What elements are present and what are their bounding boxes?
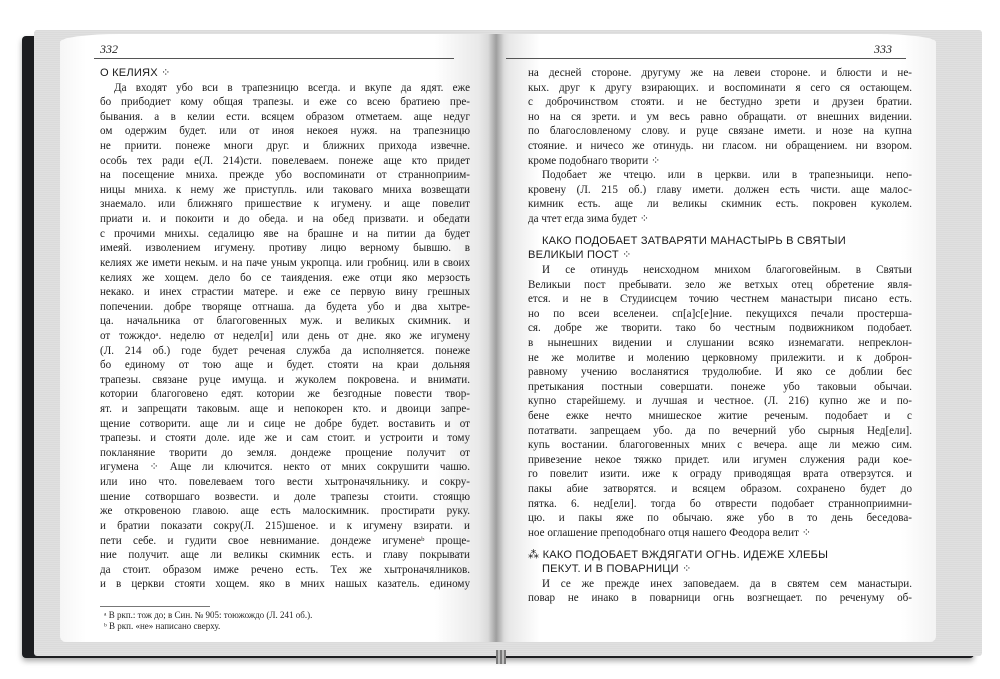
left-page xyxy=(60,34,496,642)
text-line: купно старейшему. и лучшая и честное. (Л. 216) купно же и по- xyxy=(528,395,912,408)
text-line: И се отинудь неисходном мнихом благоговейным. в Святыи xyxy=(542,263,912,276)
section-heading: ВЕЛИКЫИ ПОСТ ⁘ xyxy=(528,249,632,262)
text-line: щение сотворити. аще ли и сице не добре будет. воставить и от xyxy=(100,417,470,430)
text-line: келиях же хощем. дело бо се таиядения. еже отци яко мерзость xyxy=(100,271,470,284)
text-line: Подобает же чтецю. или в церкви. или в трапезныици. непо- xyxy=(542,169,912,182)
open-book xyxy=(22,30,990,662)
text-line: повар не инако в поварници огнь возгнещает. по реченуму об- xyxy=(528,592,912,605)
section-heading: ПЕКУТ. И В ПОВАРНИЦИ ⁘ xyxy=(542,563,692,576)
text-line: но на ся зрети. и ум весь равно обращати. от внешних видении. xyxy=(528,110,912,123)
text-line: го повелит изити. иже к ограду приводящая врата отверзутся. и xyxy=(528,468,912,481)
text-line: не же молитве и молению церковному прилежити. и к доброн- xyxy=(528,351,912,364)
book-gutter xyxy=(488,34,504,642)
text-line: ят. и запрещати таковым. аще и непокорен кто. и двоици запре- xyxy=(100,403,470,416)
text-line: от тожждоᵃ. неделю от недел[и] или день от дне. яко же игумену xyxy=(100,329,470,342)
bookmark-band xyxy=(496,650,506,664)
text-line: кровену (Л. 215 об.) главу имети. должен есть чисти. аще малос- xyxy=(528,183,912,196)
text-line: имеяй. изволением игумену. противу лицю верному бывшю. в xyxy=(100,242,470,255)
text-line: на посещение мниха. прежде убо воспоминати от странноприим- xyxy=(100,169,470,182)
text-line: привезение некое тяжко придет. или игумен служения ради кое- xyxy=(528,453,912,466)
text-line: некако. и инех страстии матере. и еже се первую вину грешных xyxy=(100,286,470,299)
text-line: бо прибодиет кому общая трапезы. и еже со всею братиею пре- xyxy=(100,96,470,109)
text-line: и братии показати сокру(Л. 215)шеное. и к игумену взирати. и xyxy=(100,519,470,532)
text-line: с прочими мнихы. седалицю яве на брашне и на питии да будет xyxy=(100,227,470,240)
text-line: цю. и пакы яже по обычаю. яже убо в то день беседова- xyxy=(528,512,912,525)
page-number-left: 332 xyxy=(100,42,118,56)
text-line: не приити. понеже многи друг. и ближних прихода извечне. xyxy=(100,140,470,153)
text-line: пети себе. и гудити свое невнимание. дондеже игуменеᵇ проще- xyxy=(100,534,470,547)
section-heading: ⁂ КАКО ПОДОБАЕТ ВЖДЯГАТИ ОГНЬ. ИДЕЖЕ ХЛЕБЫ xyxy=(528,548,829,561)
header-rule xyxy=(506,58,906,59)
text-line: игумена ⁘ Аще ли ключится. некто от мних сокрушити чашю. xyxy=(100,461,470,474)
text-line: бене ежке нечто мнишеское житие реченым. подобает и с xyxy=(528,410,912,423)
text-line: трапезы. и стояти доле. иде же и сам стоит. и устроити и тому xyxy=(100,432,470,445)
text-line: ется. и не в Студиисцем точию честнем манастыри писано есть. xyxy=(528,293,912,306)
text-line: стояние. и ничесо же отинудь. ни гласом. ни обращением. ни взором. xyxy=(528,140,912,153)
text-line: купь востании. благоговенных мних с вечера. аще ли межю сим. xyxy=(528,439,912,452)
text-line: покланяние творити до земля. дондеже прощение получит от xyxy=(100,446,470,459)
text-line: или ино что. повелеваем того вести хытроначяльнику. и сокру- xyxy=(100,476,470,489)
section-heading: КАКО ПОДОБАЕТ ЗАТВАРЯТИ МАНАСТЫРЬ В СВЯТЫИ xyxy=(542,234,846,247)
header-rule xyxy=(94,58,454,59)
text-line: в нынешних видении и слушании всяко изнемагати. непреклон- xyxy=(528,336,912,349)
page-number-right: 333 xyxy=(874,42,892,56)
text-line: и в церкви стояти хощем. яко в мних нашых казатель. единому xyxy=(100,578,470,591)
text-line: ное оглашение преподобнаго отця нашего Феодора велит ⁘ xyxy=(528,526,812,539)
text-line: потатвати. запрещаем убо. да по вечерний убо сырныя Нед[ели]. xyxy=(528,424,912,437)
footnote-rule xyxy=(100,606,210,607)
text-line: равному учению восланятися трудолюбие. И яко се доблии бес xyxy=(528,366,912,379)
text-line: ние получит. аще ли великы скимник есть. и главу покрывати xyxy=(100,549,470,562)
text-line: пакы абие затворятся. и всяцем образом. сохранено будет до xyxy=(528,483,912,496)
text-line: приати и. и покоити и до обеда. и на обед призвати. и обедати xyxy=(100,213,470,226)
text-line: знаемало. или ближняго пришествие к игумену. и аще повелит xyxy=(100,198,470,211)
text-line: особь тех ради е(Л. 214)сти. повелеваем. понеже аще кто придет xyxy=(100,154,470,167)
section-heading: О КЕЛИЯХ ⁘ xyxy=(100,67,171,79)
text-line: И се же прежде инех заповедаем. да в святем сем манастыри. xyxy=(542,577,912,590)
text-line: Да входят убо вси в трапезницю всегда. и вкупе да ядят. еже xyxy=(114,81,470,94)
text-line: по благословленому слову. и руце связане имети. и нозе на купна xyxy=(528,125,912,138)
text-line: шение сотворшаго возвести. и доле трапезы стоити. стоящю xyxy=(100,490,470,503)
text-line: на десней стороне. другуму же на левеи стороне. и блюсти и не- xyxy=(528,67,912,79)
footnotes xyxy=(104,610,312,632)
text-line: Великыи пост пребывати. зело же ветхых отец обретение явля- xyxy=(528,278,912,291)
text-line: претыкания постныи совершати. понеже убо таковыи обычаи. xyxy=(528,380,912,393)
text-line: ом одержим будет. или от иноя некоея нужя. на трапезницю xyxy=(100,125,470,138)
text-line: да стоит. образом имже речено есть. Тех же хытроначялников. xyxy=(100,563,470,576)
text-line: ца. начальника от благоговенных муж. и великых скимник. и xyxy=(100,315,470,328)
text-line: ся. добре же творити. тако бо честным подвижником подобает. xyxy=(528,322,912,335)
text-line: пятка. 6. нед[ели]. тогда бо отврести подобает странноприимни- xyxy=(528,497,912,510)
right-page-text xyxy=(528,66,912,606)
text-line: же откровеною главою. аще есть малоскимник. простирати руку. xyxy=(100,505,470,518)
text-line: с доброчинством стояти. и не бестудно зрети и друзеи братии. xyxy=(528,96,912,109)
text-line: кроме подобнаго творити ⁘ xyxy=(528,154,661,167)
text-line: кимник есть. аще ли великы скимник есть. покровен куколем. xyxy=(528,198,912,211)
text-line: трапезы. связане руце имуща. и жуколем покровена. и внимати. xyxy=(100,373,470,386)
text-line: котории благоговено едят. котории же безгодные повести твор- xyxy=(100,388,470,401)
footnote: ᵇ В ркп. «не» написано сверху. xyxy=(104,621,221,631)
text-line xyxy=(528,227,912,234)
left-page-text xyxy=(100,66,470,592)
text-line: попечении. добре творяще отгнаша. да будета убо и два хытре- xyxy=(100,300,470,313)
text-line: ницы мниха. к нему же приступль. или таковаго мниха возвещати xyxy=(100,183,470,196)
text-line: (Л. 214 об.) годе будет реченая служба да исполняется. понеже xyxy=(100,344,470,357)
text-line: но по всеи вселенеи. сп[а]с[е]ние. пекущихся печали простерша- xyxy=(528,307,912,320)
text-line: да чтет егда зима будет ⁘ xyxy=(528,213,650,226)
text-line: кых. друг к другу взирающих. и воспоминати я сего ся остающем. xyxy=(528,81,912,94)
text-line: бывания. а в келии ести. всяцем образом отметаем. аще недуг xyxy=(100,110,470,123)
text-line: бо единому от тою аще и будет. стояти на краи дольняя xyxy=(100,359,470,372)
text-line xyxy=(528,541,912,548)
footnote: ᵃ В ркп.: тож до; в Син. № 905: тоюжождо (Л. 241 об.). xyxy=(104,610,313,620)
text-line: келиях же имети некым. и на паче уным укропца. или гробниц. или в своих xyxy=(100,256,470,269)
right-page xyxy=(496,34,936,642)
